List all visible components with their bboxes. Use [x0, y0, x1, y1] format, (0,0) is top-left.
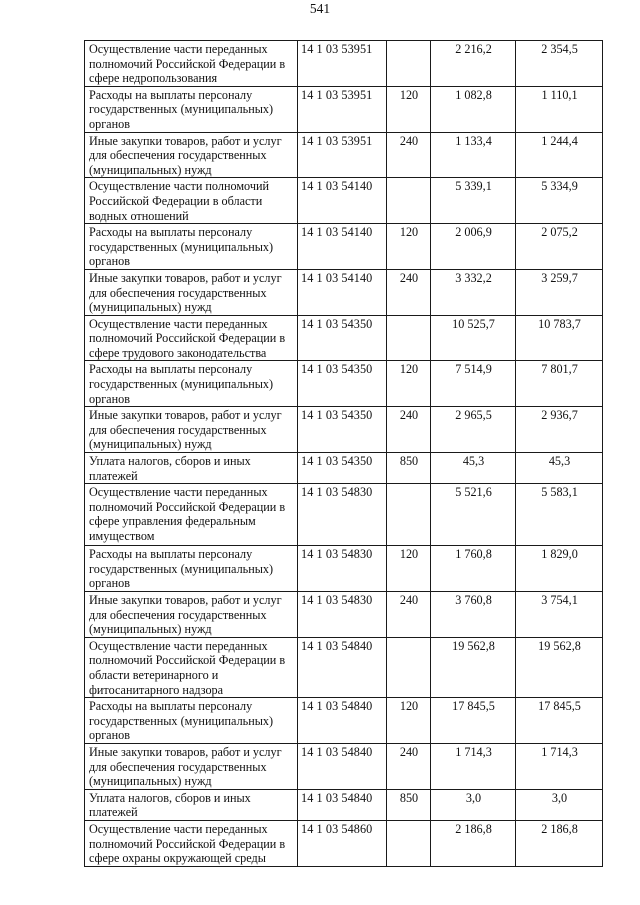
amount-year2-cell: 3 754,1: [516, 592, 603, 638]
table-row: [85, 224, 603, 270]
target-code-cell: 14 1 03 54840: [298, 789, 387, 820]
table-row: [85, 637, 603, 697]
target-code-cell: 14 1 03 54830: [298, 546, 387, 592]
amount-year2-cell: 1 110,1: [516, 86, 603, 132]
target-code-cell: 14 1 03 53951: [298, 41, 387, 87]
amount-year2-cell: 1 244,4: [516, 132, 603, 178]
amount-year2-cell: 1 714,3: [516, 743, 603, 789]
table-row: [85, 698, 603, 744]
target-code-cell: 14 1 03 54350: [298, 407, 387, 453]
amount-year2-cell: 2 186,8: [516, 820, 603, 866]
target-code-cell: 14 1 03 54350: [298, 453, 387, 484]
amount-year2-cell: 3,0: [516, 789, 603, 820]
amount-year2-cell: 45,3: [516, 453, 603, 484]
table-row: [85, 546, 603, 592]
amount-year1-cell: 1 714,3: [431, 743, 516, 789]
amount-year1-cell: 1 760,8: [431, 546, 516, 592]
expense-name-cell: Осуществление части переданных полномочий Российской Федерации в сфере недропользования: [85, 41, 298, 87]
table-row: [85, 789, 603, 820]
expense-type-cell: 240: [387, 743, 431, 789]
target-code-cell: 14 1 03 54860: [298, 820, 387, 866]
amount-year2-cell: 1 829,0: [516, 546, 603, 592]
amount-year2-cell: 19 562,8: [516, 637, 603, 697]
target-code-cell: 14 1 03 53951: [298, 86, 387, 132]
target-code-cell: 14 1 03 54840: [298, 637, 387, 697]
table-row: [85, 132, 603, 178]
amount-year1-cell: 5 339,1: [431, 178, 516, 224]
expense-type-cell: 120: [387, 361, 431, 407]
target-code-cell: 14 1 03 54840: [298, 698, 387, 744]
target-code-cell: 14 1 03 53951: [298, 132, 387, 178]
table-row: [85, 820, 603, 866]
expense-type-cell: [387, 315, 431, 361]
expense-type-cell: 240: [387, 592, 431, 638]
amount-year2-cell: 5 583,1: [516, 484, 603, 546]
target-code-cell: 14 1 03 54830: [298, 592, 387, 638]
target-code-cell: 14 1 03 54350: [298, 361, 387, 407]
expense-type-cell: 850: [387, 789, 431, 820]
target-code-cell: 14 1 03 54140: [298, 178, 387, 224]
expense-name-cell: Расходы на выплаты персоналу государственных (муниципальных) органов: [85, 361, 298, 407]
amount-year2-cell: 7 801,7: [516, 361, 603, 407]
expense-type-cell: [387, 820, 431, 866]
amount-year1-cell: 17 845,5: [431, 698, 516, 744]
expense-name-cell: Иные закупки товаров, работ и услуг для обеспечения государственных (муниципальных) нужд: [85, 132, 298, 178]
amount-year1-cell: 7 514,9: [431, 361, 516, 407]
target-code-cell: 14 1 03 54830: [298, 484, 387, 546]
amount-year1-cell: 3,0: [431, 789, 516, 820]
amount-year2-cell: 2 936,7: [516, 407, 603, 453]
table-row: [85, 743, 603, 789]
amount-year1-cell: 45,3: [431, 453, 516, 484]
target-code-cell: 14 1 03 54140: [298, 269, 387, 315]
expense-type-cell: 850: [387, 453, 431, 484]
amount-year2-cell: 5 334,9: [516, 178, 603, 224]
expense-name-cell: Иные закупки товаров, работ и услуг для обеспечения государственных (муниципальных) нужд: [85, 407, 298, 453]
expense-name-cell: Иные закупки товаров, работ и услуг для обеспечения государственных (муниципальных) нужд: [85, 592, 298, 638]
expense-name-cell: Уплата налогов, сборов и иных платежей: [85, 789, 298, 820]
amount-year1-cell: 3 332,2: [431, 269, 516, 315]
expense-name-cell: Расходы на выплаты персоналу государственных (муниципальных) органов: [85, 546, 298, 592]
expense-name-cell: Иные закупки товаров, работ и услуг для обеспечения государственных (муниципальных) нужд: [85, 743, 298, 789]
amount-year1-cell: 2 216,2: [431, 41, 516, 87]
budget-table: [84, 40, 603, 867]
amount-year1-cell: 5 521,6: [431, 484, 516, 546]
amount-year1-cell: 1 082,8: [431, 86, 516, 132]
table-row: [85, 315, 603, 361]
table-row: [85, 484, 603, 546]
expense-name-cell: Иные закупки товаров, работ и услуг для обеспечения государственных (муниципальных) нужд: [85, 269, 298, 315]
amount-year1-cell: 1 133,4: [431, 132, 516, 178]
amount-year1-cell: 2 965,5: [431, 407, 516, 453]
expense-type-cell: 240: [387, 132, 431, 178]
expense-type-cell: [387, 178, 431, 224]
expense-name-cell: Осуществление части переданных полномочий Российской Федерации в сфере управления федеральным имуществом: [85, 484, 298, 546]
page-number: 541: [309, 1, 331, 16]
expense-type-cell: 120: [387, 224, 431, 270]
table-row: [85, 41, 603, 87]
expense-name-cell: Расходы на выплаты персоналу государственных (муниципальных) органов: [85, 224, 298, 270]
expense-type-cell: 120: [387, 546, 431, 592]
table-row: [85, 453, 603, 484]
amount-year1-cell: 3 760,8: [431, 592, 516, 638]
expense-type-cell: [387, 41, 431, 87]
amount-year2-cell: 2 354,5: [516, 41, 603, 87]
amount-year2-cell: 10 783,7: [516, 315, 603, 361]
amount-year2-cell: 3 259,7: [516, 269, 603, 315]
expense-name-cell: Расходы на выплаты персоналу государственных (муниципальных) органов: [85, 86, 298, 132]
expense-name-cell: Уплата налогов, сборов и иных платежей: [85, 453, 298, 484]
expense-name-cell: Осуществление части переданных полномочий Российской Федерации в области ветеринарного и фитосанитарного надзора: [85, 637, 298, 697]
target-code-cell: 14 1 03 54350: [298, 315, 387, 361]
expense-type-cell: [387, 484, 431, 546]
amount-year2-cell: 17 845,5: [516, 698, 603, 744]
table-row: [85, 407, 603, 453]
expense-name-cell: Расходы на выплаты персоналу государственных (муниципальных) органов: [85, 698, 298, 744]
expense-type-cell: 120: [387, 86, 431, 132]
amount-year1-cell: 2 186,8: [431, 820, 516, 866]
expense-name-cell: Осуществление части переданных полномочий Российской Федерации в сфере трудового законодательства: [85, 315, 298, 361]
expense-type-cell: 240: [387, 407, 431, 453]
table-body: [85, 41, 603, 867]
target-code-cell: 14 1 03 54140: [298, 224, 387, 270]
expense-type-cell: 120: [387, 698, 431, 744]
amount-year1-cell: 10 525,7: [431, 315, 516, 361]
table-row: [85, 269, 603, 315]
expense-name-cell: Осуществление части полномочий Российской Федерации в области водных отношений: [85, 178, 298, 224]
target-code-cell: 14 1 03 54840: [298, 743, 387, 789]
expense-name-cell: Осуществление части переданных полномочий Российской Федерации в сфере охраны окружающей среды: [85, 820, 298, 866]
amount-year2-cell: 2 075,2: [516, 224, 603, 270]
table-row: [85, 86, 603, 132]
table-row: [85, 178, 603, 224]
expense-type-cell: [387, 637, 431, 697]
amount-year1-cell: 19 562,8: [431, 637, 516, 697]
expense-type-cell: 240: [387, 269, 431, 315]
amount-year1-cell: 2 006,9: [431, 224, 516, 270]
table-row: [85, 592, 603, 638]
table-row: [85, 361, 603, 407]
